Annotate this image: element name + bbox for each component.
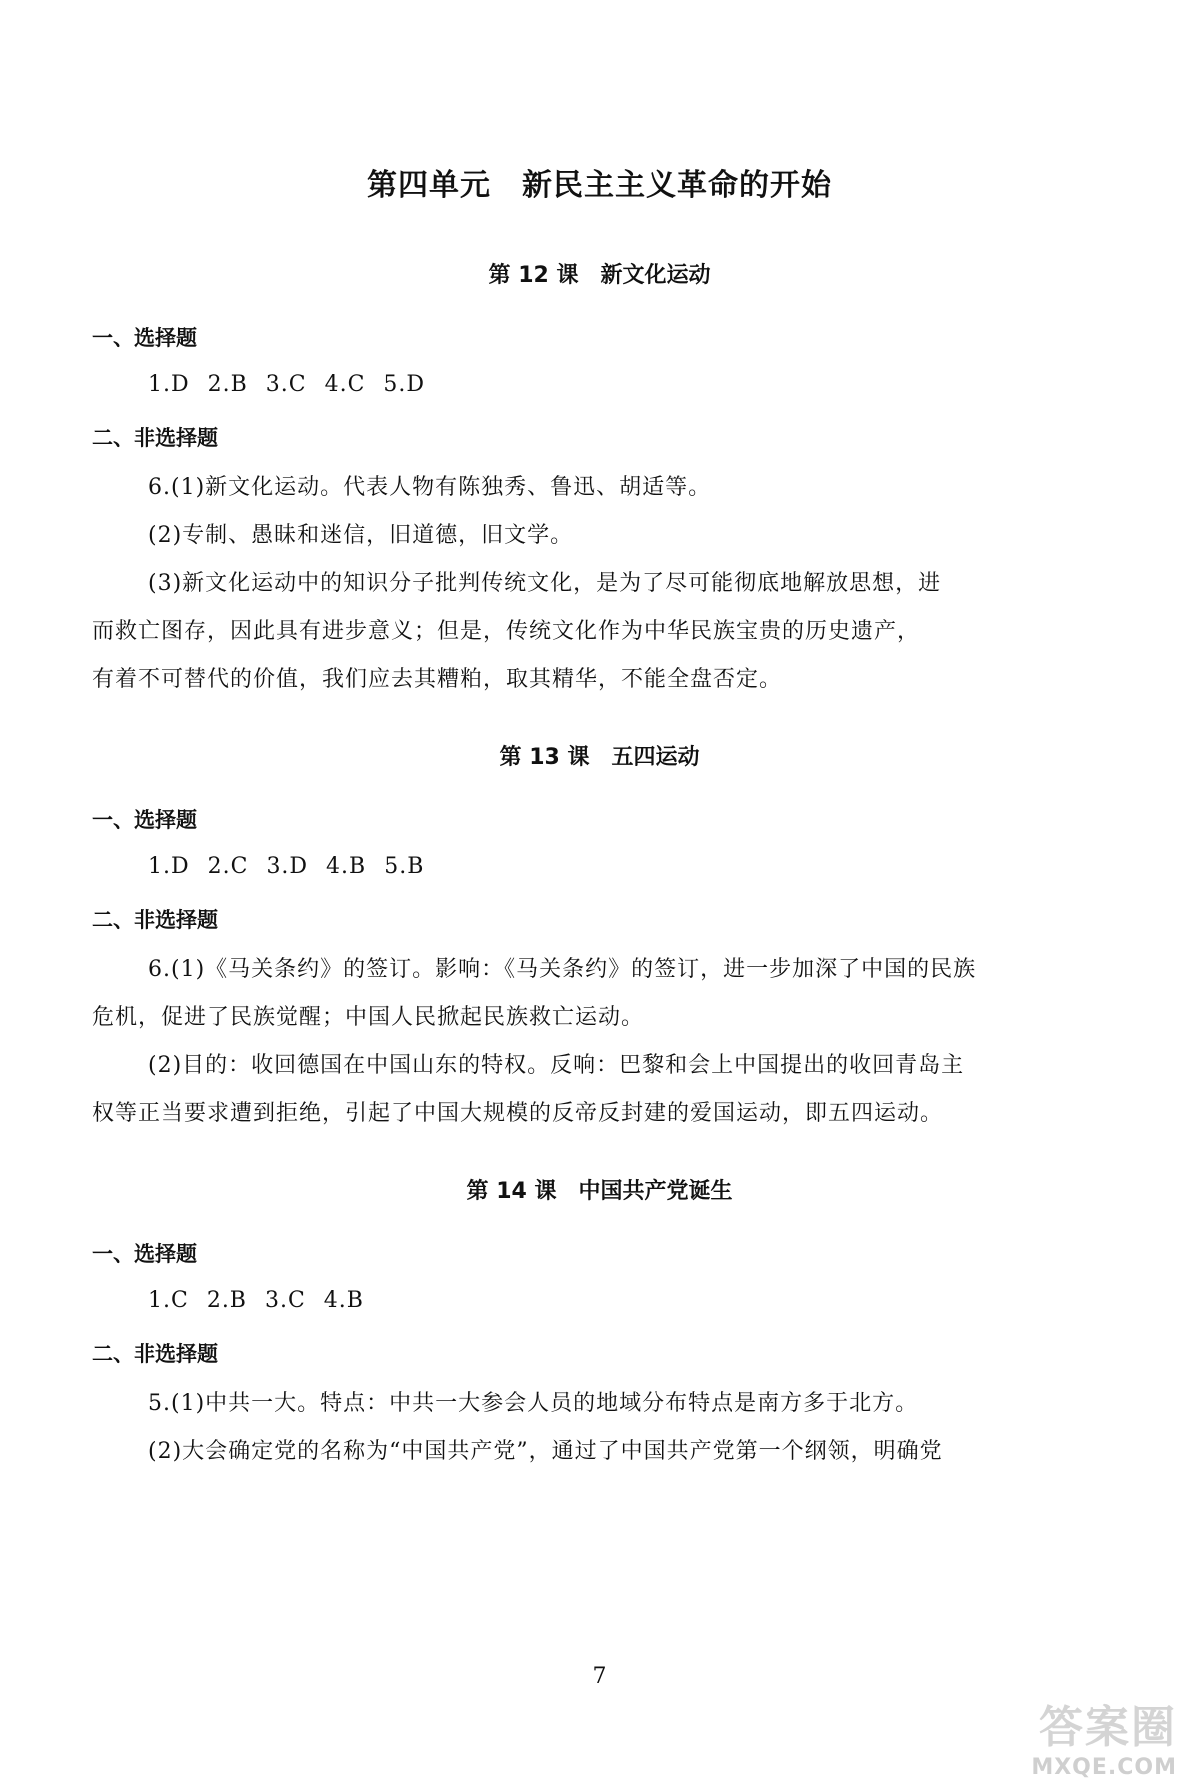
nonchoice-heading: 二、非选择题 [92,426,218,450]
page-number: 7 [592,1664,607,1689]
choice-heading: 一、选择题 [92,1242,197,1266]
answer-line: 6.(1)新文化运动。代表人物有陈独秀、鲁迅、胡适等。 [148,475,712,500]
answer-line: (2)大会确定党的名称为“中国共产党”，通过了中国共产党第一个纲领，明确党 [148,1439,943,1464]
nonchoice-heading: 二、非选择题 [92,1342,218,1366]
lesson-title-14: 第 14 课 中国共产党诞生 [466,1179,733,1204]
watermark-logo: 答案圈 [1039,1702,1177,1753]
answer-line: (2)目的：收回德国在中国山东的特权。反响：巴黎和会上中国提出的收回青岛主 [148,1053,965,1078]
answer-line: 5.(1)中共一大。特点：中共一大参会人员的地域分布特点是南方多于北方。 [148,1391,919,1416]
answer-line: 有着不可替代的价值，我们应去其糟粕，取其精华，不能全盘否定。 [92,667,783,692]
choice-answers: 1.C 2.B 3.C 4.B [148,1288,364,1313]
lesson-title-13: 第 13 课 五四运动 [499,745,700,770]
choice-heading: 一、选择题 [92,326,197,350]
watermark-url: MXQE.COM [1031,1755,1177,1780]
answer-line: (2)专制、愚昧和迷信，旧道德，旧文学。 [148,523,574,548]
answer-line: 而救亡图存，因此具有进步意义；但是，传统文化作为中华民族宝贵的历史遗产， [92,619,921,644]
choice-answers: 1.D 2.B 3.C 4.C 5.D [148,372,426,397]
choice-answers: 1.D 2.C 3.D 4.B 5.B [148,854,425,879]
answer-line: (3)新文化运动中的知识分子批判传统文化，是为了尽可能彻底地解放思想，进 [148,571,942,596]
watermark [1031,1691,1177,1780]
unit-title: 第四单元 新民主主义革命的开始 [367,168,832,203]
answer-line: 6.(1)《马关条约》的签订。影响：《马关条约》的签订，进一步加深了中国的民族 [148,957,977,982]
answer-line: 危机，促进了民族觉醒；中国人民掀起民族救亡运动。 [92,1005,645,1030]
lesson-title-12: 第 12 课 新文化运动 [488,263,711,288]
choice-heading: 一、选择题 [92,808,197,832]
answer-line: 权等正当要求遭到拒绝，引起了中国大规模的反帝反封建的爱国运动，即五四运动。 [92,1101,944,1126]
nonchoice-heading: 二、非选择题 [92,908,218,932]
